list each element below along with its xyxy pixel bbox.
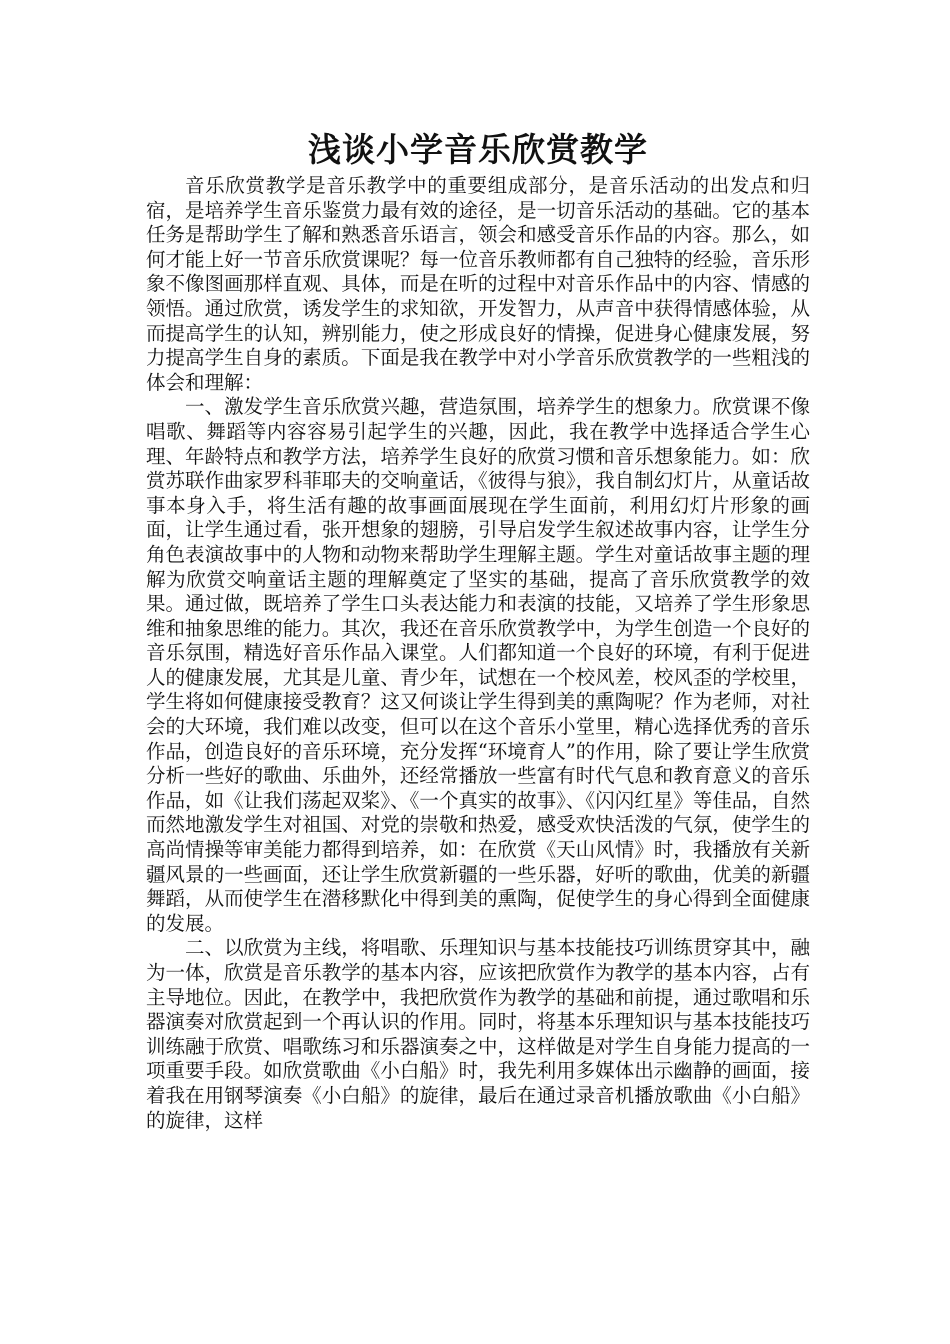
document-page (146, 128, 810, 1133)
section-two-paragraph: 二、以欣赏为主线，将唱歌、乐理知识与基本技能技巧训练贯穿其中，融为一体，欣赏是音乐教学的基本内容，应该把欣赏作为教学的基本内容，占有主导地位。因此，在教学中，我把欣赏作为教学的基础和前提，通过歌唱和乐器演奏对欣赏起到一个再认识的作用。同时，将基本乐理知识与基本技能技巧训练融于欣赏、唱歌练习和乐器演奏之中，这样做是对学生自身能力提高的一项重要手段。如欣赏歌曲《小白船》时，我先利用多媒体出示幽静的画面，接着我在用钢琴演奏《小白船》的旋律，最后在通过录音机播放歌曲《小白船》的旋律，这样 (146, 936, 810, 1132)
document-title: 浅谈小学音乐欣赏教学 (308, 130, 648, 169)
section-one-paragraph: 一、激发学生音乐欣赏兴趣，营造氛围，培养学生的想象力。欣赏课不像唱歌、舞蹈等内容容易引起学生的兴趣，因此，我在教学中选择适合学生心理、年龄特点和教学方法，培养学生良好的欣赏习惯和音乐想象能力。如：欣赏苏联作曲家罗科菲耶夫的交响童话，《彼得与狼》，我自制幻灯片，从童话故事本身入手，将生活有趣的故事画面展现在学生面前，利用幻灯片形象的画面，让学生通过看，张开想象的翅膀，引导启发学生叙述故事内容，让学生分角色表演故事中的人物和动物来帮助学生理解主题。学生对童话故事主题的理解为欣赏交响童话主题的理解奠定了坚实的基础，提高了音乐欣赏教学的效果。通过做，既培养了学生口头表达能力和表演的技能，又培养了学生形象思维和抽象思维的能力。其次，我还在音乐欣赏教学中，为学生创造一个良好的音乐氛围，精选好音乐作品入课堂。人们都知道一个良好的环境，有利于促进人的健康发展，尤其是儿童、青少年，试想在一个校风差，校风歪的学校里，学生将如何健康接受教育？这又何谈让学生得到美的熏陶呢？作为老师，对社会的大环境，我们难以改变，但可以在这个音乐小堂里，精心选择优秀的音乐作品，创造良好的音乐环境，充分发挥“环境育人”的作用，除了要让学生欣赏分析一些好的歌曲、乐曲外，还经常播放一些富有时代气息和教育意义的音乐作品，如《让我们荡起双桨》、《一个真实的故事》、《闪闪红星》等佳品，自然而然地激发学生对祖国、对党的崇敬和热爱，感受欢快活泼的气氛，使学生的高尚情操等审美能力都得到培养，如：在欣赏《天山风情》时，我播放有关新疆风景的一些画面，还让学生欣赏新疆的一些乐器，好听的歌曲，优美的新疆舞蹈，从而使学生在潜移默化中得到美的熏陶，促使学生的身心得到全面健康的发展。 (146, 395, 810, 935)
intro-paragraph: 音乐欣赏教学是音乐教学中的重要组成部分，是音乐活动的出发点和归宿，是培养学生音乐鉴赏力最有效的途径，是一切音乐活动的基础。它的基本任务是帮助学生了解和熟悉音乐语言，领会和感受音乐作品的内容。那么，如何才能上好一节音乐欣赏课呢？每一位音乐教师都有自己独特的经验，音乐形象不像图画那样直观、具体，而是在听的过程中对音乐作品中的内容、情感的领悟。通过欣赏，诱发学生的求知欲，开发智力，从声音中获得情感体验，从而提高学生的认知，辨别能力，使之形成良好的情操，促进身心健康发展，努力提高学生自身的素质。下面是我在教学中对小学音乐欣赏教学的一些粗浅的体会和理解： (146, 174, 810, 394)
